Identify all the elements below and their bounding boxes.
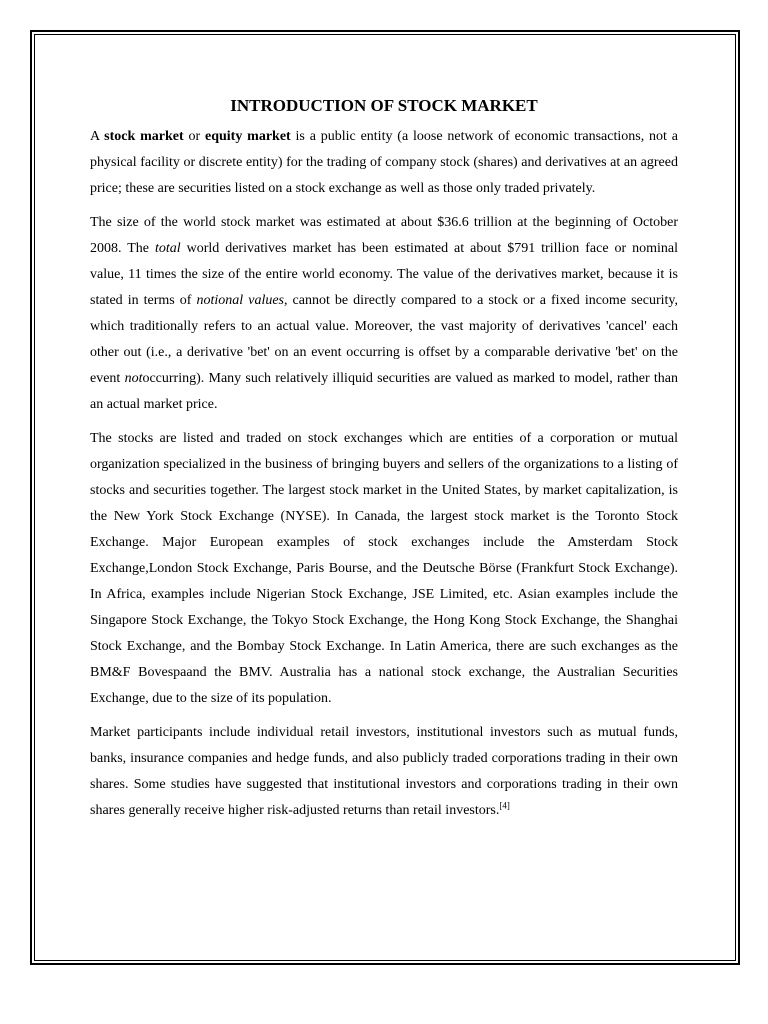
text: , cannot be directly compared to a stock or a fixed income security, which traditionally refers to an actual value. Moreover, the vast majority of derivatives 'cancel' each other out (i.e., a derivative 'bet' on an event occurring is offset by a comparable derivative 'bet' on the event	[90, 293, 678, 386]
term-equity-market: equity market	[204, 129, 291, 144]
text: is a public entity (a loose network of economic transactions, not a physical facility or discrete entity) for the trading of company stock (shares) and derivatives at an agreed price; these are securities listed on a stock exchange as well as those only traded privately.	[90, 129, 678, 196]
text: Market participants include individual retail investors, institutional investors such as mutual funds, banks, insurance companies and hedge funds, and also publicly traded corporations trading in their own shares. Some studies have suggested that institutional investors and corporations trading in their own shares generally receive higher risk-adjusted returns than retail investors.	[90, 725, 678, 818]
document-body	[90, 94, 678, 832]
paragraph-1	[90, 124, 678, 202]
text: or	[183, 129, 205, 144]
paragraph-4	[90, 720, 678, 824]
citation-link[interactable]: [4]	[499, 800, 510, 811]
term-stock-market: stock market	[104, 129, 184, 144]
text: A	[90, 129, 105, 144]
paragraph-2	[90, 210, 678, 418]
document-title: INTRODUCTION OF STOCK MARKET	[230, 96, 538, 115]
paragraph-3: The stocks are listed and traded on stock exchanges which are entities of a corporation or mutual organization specialized in the business of bringing buyers and sellers of the organizations to a listing of stocks and securities together. The largest stock market in the United States, by market capitalization, is the New York Stock Exchange (NYSE). In Canada, the largest stock market is the Toronto Stock Exchange. Major European examples of stock exchanges include the Amsterdam Stock Exchange,London Stock Exchange, Paris Bourse, and the Deutsche Börse (Frankfurt Stock Exchange). In Africa, examples include Nigerian Stock Exchange, JSE Limited, etc. Asian examples include the Singapore Stock Exchange, the Tokyo Stock Exchange, the Hong Kong Stock Exchange, the Shanghai Stock Exchange, and the Bombay Stock Exchange. In Latin America, there are such exchanges as the BM&F Bovespaand the BMV. Australia has a national stock exchange, the Australian Securities Exchange, due to the size of its population.	[90, 431, 678, 706]
text: The size of the world stock market was estimated at about $36.6 trillion at the beginning of October 2008. The	[90, 215, 678, 256]
emphasis-notional-values: notional values	[196, 293, 284, 308]
text: occurring). Many such relatively illiquid securities are valued as marked to model, rather than an actual market price.	[90, 371, 678, 412]
emphasis-not: not	[124, 371, 143, 386]
emphasis-total: total	[154, 241, 181, 256]
text: world derivatives market has been estimated at about $791 trillion face or nominal value, 11 times the size of the entire world economy. The value of the derivatives market, because it is stated in terms of	[90, 241, 679, 308]
